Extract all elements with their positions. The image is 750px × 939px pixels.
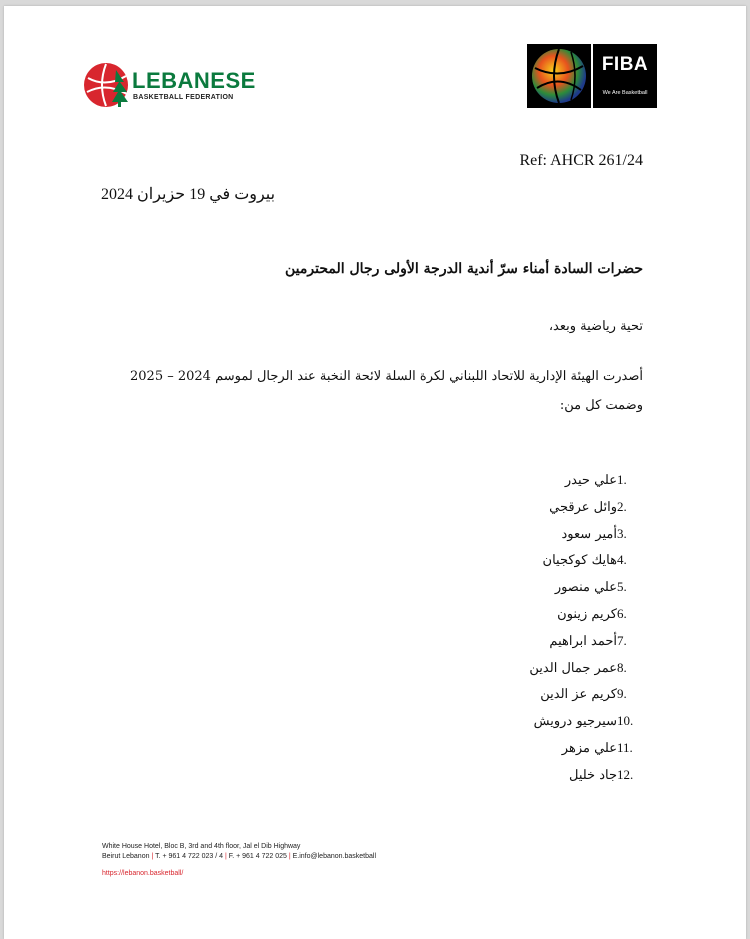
letter-body: أصدرت الهيئة الإدارية للاتحاد اللبناني لكرة السلة لائحة النخبة عند الرجال لموسم 2024 – 2025 وضمت كل من: xyxy=(130,369,643,413)
list-item-number: 11. xyxy=(617,739,633,755)
list-item xyxy=(529,713,643,740)
footer-contacts: Beirut Lebanon | T. + 961 4 722 023 / 4 | F. + 961 4 722 025 | E.info@lebanon.basketball xyxy=(102,853,377,860)
list-item-name: أمير سعود xyxy=(561,526,617,542)
footer-address: White House Hotel, Bloc B, 3rd and 4th floor, Jal el Dib Highway xyxy=(102,843,301,850)
fiba-tagline: We Are Basketball xyxy=(602,90,648,96)
list-item xyxy=(529,499,643,526)
list-item-name: علي مزهر xyxy=(561,740,617,756)
letter-date: بيروت في 19 حزيران 2024 xyxy=(101,186,276,203)
list-item xyxy=(529,606,643,633)
federation-wordmark: LEBANESE xyxy=(132,68,256,93)
list-item xyxy=(529,660,643,687)
list-item xyxy=(529,633,643,660)
fiba-title: FIBA xyxy=(601,54,649,75)
list-item-name: كريم عز الدين xyxy=(540,687,617,703)
list-item-number: 3. xyxy=(617,525,627,541)
list-item-number: 5. xyxy=(617,579,627,595)
list-item-number: 6. xyxy=(617,605,627,621)
list-item-name: جاد خليل xyxy=(568,767,617,783)
footer-url[interactable]: https://lebanon.basketball/ xyxy=(102,870,184,877)
list-item-number: 1. xyxy=(617,472,627,487)
fiba-logo xyxy=(527,44,657,108)
list-item-number: 12. xyxy=(617,766,634,782)
list-item xyxy=(529,767,643,794)
list-item xyxy=(529,526,643,553)
recipients-line: حضرات السادة أمناء سرّ أندية الدرجة الأولى رجال المحترمين xyxy=(285,261,643,277)
list-item xyxy=(529,579,643,606)
list-item-number: 2. xyxy=(617,498,627,514)
list-item xyxy=(529,686,643,713)
list-item xyxy=(529,552,643,579)
list-item-name: وائل عرقجي xyxy=(549,499,617,515)
fiba-wordmark-box xyxy=(593,44,657,108)
list-item-name: علي حيدر xyxy=(564,473,617,488)
federation-subtitle: BASKETBALL FEDERATION xyxy=(133,94,234,101)
list-item-name: عمر جمال الدين xyxy=(529,660,617,676)
list-item xyxy=(529,472,643,499)
reference-number: Ref: AHCR 261/24 xyxy=(519,152,643,169)
greeting: تحية رياضية وبعد، xyxy=(548,319,643,334)
footer xyxy=(102,842,376,879)
list-item-name: كريم زينون xyxy=(557,606,617,622)
footer-phone: T. + 961 4 722 023 / 4 xyxy=(155,853,223,860)
fiba-ball-icon xyxy=(527,44,591,108)
list-item-name: علي منصور xyxy=(554,580,617,596)
lebanese-federation-logo xyxy=(82,58,256,114)
list-item-number: 7. xyxy=(617,632,627,648)
list-item-number: 8. xyxy=(617,659,627,675)
list-item-number: 9. xyxy=(617,686,627,702)
list-item-name: سيرجيو درويش xyxy=(533,714,617,730)
cedar-ball-icon xyxy=(82,60,132,110)
footer-city: Beirut Lebanon xyxy=(102,853,150,860)
footer-fax: F. + 961 4 722 025 xyxy=(228,853,287,860)
footer-email[interactable]: E.info@lebanon.basketball xyxy=(292,853,377,860)
list-item xyxy=(529,740,643,767)
list-item-number: 10. xyxy=(617,713,634,729)
list-item-number: 4. xyxy=(617,552,627,568)
elite-players-list xyxy=(529,472,643,794)
list-item-name: هايك كوكجيان xyxy=(542,553,617,569)
list-item-name: أحمد ابراهيم xyxy=(549,633,617,649)
letter-page xyxy=(4,6,746,939)
